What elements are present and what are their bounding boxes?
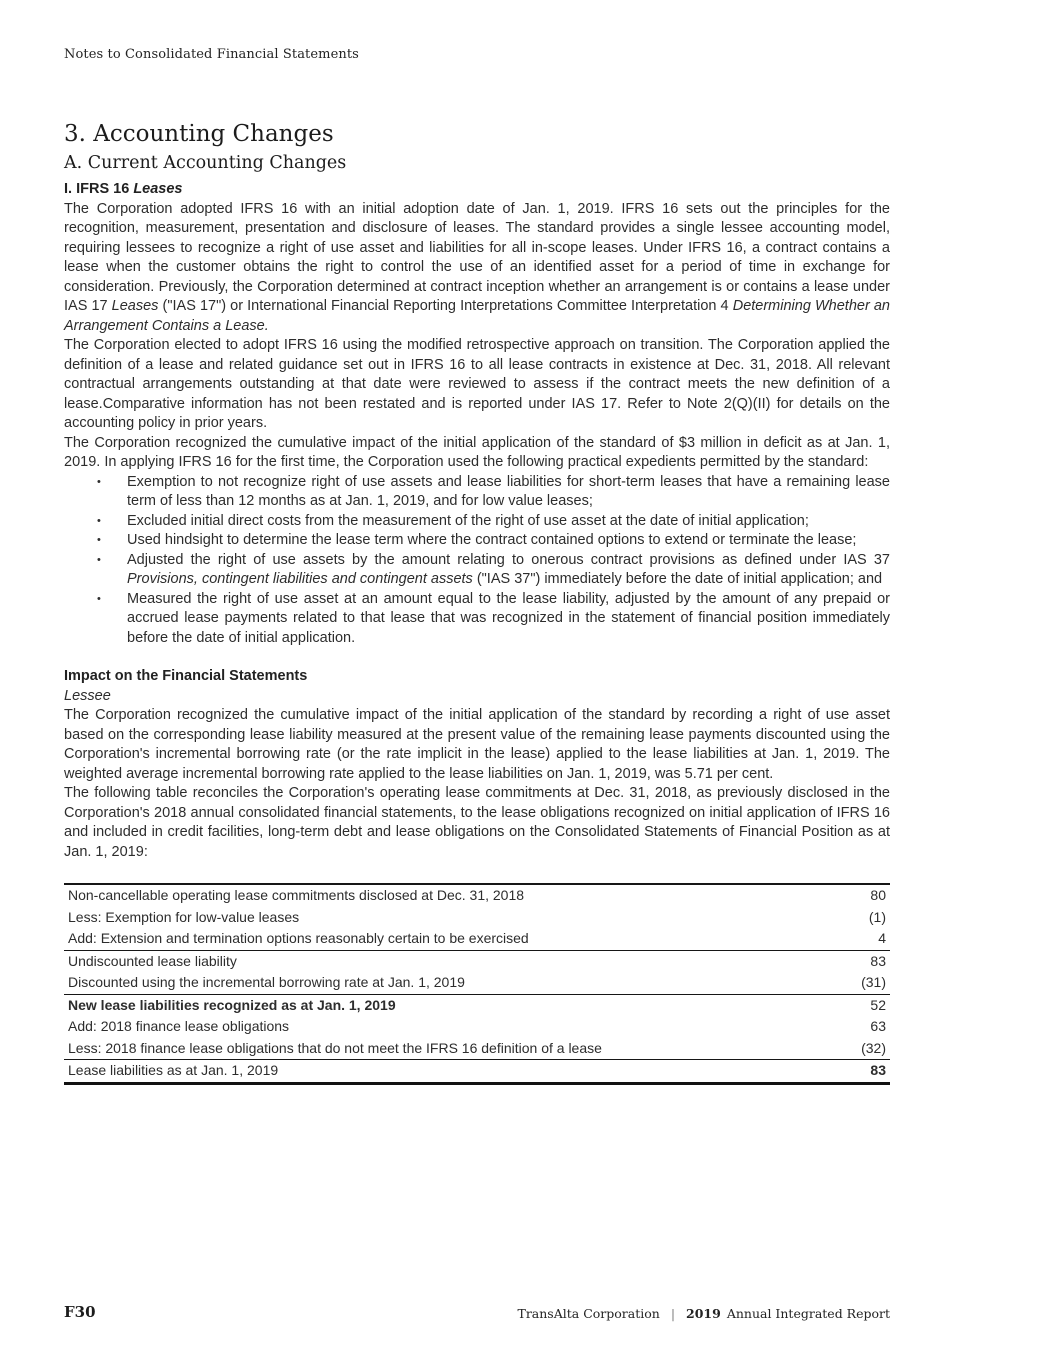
paragraph-transition: The Corporation elected to adopt IFRS 16 using the modified retrospective approach on transition. The Corporation applied the definition of a lease and related guidance set out in IFRS 16 to all lease contracts in existence at Dec. 31, 2018. All relevant contractual arrangements outstanding at that date were reviewed to assess if the contract meets the new definition of a lease.Comparative information has not been restated and is reported under IAS 17. Refer to Note 2(Q)(II) for details on the accounting policy in prior years. [64, 337, 890, 431]
table-row [64, 1038, 890, 1061]
page-number: F30 [64, 1303, 96, 1321]
footer-year: 2019 [686, 1306, 721, 1321]
italic-text-run: Provisions, contingent liabilities and contingent assets [127, 571, 473, 587]
text-run: Exemption to not recognize right of use assets and lease liabilities for short-term leases that have a remaining lease term of less than 12 months as at Jan. 1, 2019, and for low value leases; [127, 473, 890, 509]
table-row [64, 885, 890, 907]
bullet-text [127, 552, 890, 588]
subsection-heading [64, 180, 890, 200]
italic-text-run: Determining Whether an Arrangement Contains a Lease. [64, 298, 890, 334]
table-row-label: Undiscounted lease liability [68, 952, 237, 969]
section-title: 3. Accounting Changes [64, 121, 334, 147]
bullet-text [127, 591, 890, 646]
text-run: The Corporation adopted IFRS 16 with an initial adoption date of Jan. 1, 2019. IFRS 16 sets out the principles for the recognition, measurement, presentation and disclosure of leases. The standard provides a single lessee accounting model, requiring lessees to recognize a right of use asset and liabilities for all in-scope leases. Under IFRS 16, a contract contains a lease when the customer obtains the right to control the use of an identified asset for a period of time in exchange for consideration. Previously, the Corporation determined at contract inception whether an arrangement is or contains a lease under IAS 17 [64, 200, 890, 314]
table-row-label: Lease liabilities as at Jan. 1, 2019 [68, 1062, 279, 1078]
italic-text-run: Leases [111, 298, 159, 314]
table-row [64, 907, 890, 929]
bullet-icon: • [97, 592, 101, 605]
text-run: Excluded initial direct costs from the measurement of the right of use asset at the date of initial application; [127, 512, 809, 529]
table-row [64, 928, 890, 951]
bullet-icon: • [97, 475, 101, 488]
table-row-value: (32) [861, 1039, 886, 1056]
table-row-label: Discounted using the incremental borrowing rate at Jan. 1, 2019 [68, 974, 465, 990]
table-row-value: 83 [870, 1062, 886, 1078]
section-subtitle: A. Current Accounting Changes [64, 153, 347, 173]
table-row-label: Less: 2018 finance lease obligations that do not meet the IFRS 16 definition of a lease [68, 1039, 602, 1056]
footer-separator: | [670, 1306, 676, 1321]
table-row-value: 83 [870, 952, 886, 969]
text-run: Measured the right of use asset at an amount equal to the lease liability, adjusted by the amount of any prepaid or accrued lease payments related to that lease that was recognized in the statement of financial position immediately before the date of initial application. [127, 590, 890, 646]
table-row-label: Add: 2018 finance lease obligations [68, 1018, 290, 1034]
table-row-value: (31) [861, 974, 886, 990]
text-run: ("IAS 17") or International Financial Reporting Interpretations Committee Interpretation 4 [158, 298, 733, 314]
footer-report-info [517, 1306, 890, 1321]
text-run: ("IAS 37") immediately before the date of initial application; and [472, 571, 883, 587]
table-row [64, 1016, 890, 1038]
subsection-heading-prefix: I. IFRS 16 [64, 181, 134, 197]
table-row [64, 951, 890, 973]
table-row-label: Non-cancellable operating lease commitments disclosed at Dec. 31, 2018 [68, 887, 525, 903]
table-row [64, 972, 890, 995]
bullet-text [127, 474, 890, 510]
lease-reconciliation-table [64, 883, 890, 1085]
bullet-icon: • [97, 553, 101, 566]
footer-report-name: Annual Integrated Report [726, 1306, 890, 1321]
text-run: Adjusted the right of use assets by the amount relating to onerous contract provisions as defined under IAS 37 [127, 551, 890, 568]
impact-heading: Impact on the Financial Statements [64, 668, 308, 684]
lessee-label: Lessee [64, 687, 111, 704]
bullet-icon: • [97, 514, 101, 527]
paragraph-lessee: The Corporation recognized the cumulative impact of the initial application of the standard by recording a right of use asset based on the corresponding lease liability measured at the present value of the remaining lease payments discounted using the Corporation's incremental borrowing rate (or the rate implicit in the lease) applied to the lease liabilities at Jan. 1, 2019. The weighted average incremental borrowing rate applied to the lease liabilities on Jan. 1, 2019, was 5.71 per cent. [64, 707, 890, 782]
page-content [64, 0, 890, 1085]
bullet-item [64, 590, 890, 649]
table-row-label: Add: Extension and termination options reasonably certain to be exercised [68, 930, 529, 946]
table-row-label: New lease liabilities recognized as at Jan. 1, 2019 [68, 996, 396, 1013]
bullet-item [64, 531, 890, 551]
bullet-text [127, 532, 856, 548]
bullet-text [127, 513, 809, 529]
paragraph-table-intro: The following table reconciles the Corporation's operating lease commitments at Dec. 31, 2018, as previously disclosed in the Corporation's 2018 annual consolidated financial statements, to the lease obligations recognized on initial application of IFRS 16 and included in credit facilities, long-term debt and lease obligations on the Consolidated Statements of Financial Position as at Jan. 1, 2019: [64, 785, 890, 860]
table-row-value: (1) [868, 908, 886, 925]
table-row-value: 63 [870, 1018, 886, 1034]
subsection-heading-italic: Leases [133, 181, 183, 197]
footer-company: TransAlta Corporation [517, 1306, 660, 1321]
table-row-label: Less: Exemption for low-value leases [68, 908, 300, 925]
table-row-value: 80 [870, 887, 886, 903]
paragraph-cumulative-impact: The Corporation recognized the cumulative impact of the initial application of the standard of $3 million in deficit as at Jan. 1, 2019. In applying IFRS 16 for the first time, the Corporation used the following practical expedients permitted by the standard: [64, 434, 890, 470]
bullet-item [64, 473, 890, 512]
table-row-value: 52 [870, 996, 886, 1013]
table-row [64, 1060, 890, 1085]
running-header: Notes to Consolidated Financial Statements [64, 47, 359, 62]
text-run: Used hindsight to determine the lease term where the contract contained options to extend or terminate the lease; [127, 532, 857, 548]
paragraph-adoption [64, 200, 890, 337]
bullet-item [64, 551, 890, 590]
practical-expedients-list [64, 473, 890, 649]
bullet-icon: • [97, 534, 101, 546]
bullet-item [64, 512, 890, 532]
table-row-value: 4 [878, 930, 886, 946]
table-row [64, 995, 890, 1017]
